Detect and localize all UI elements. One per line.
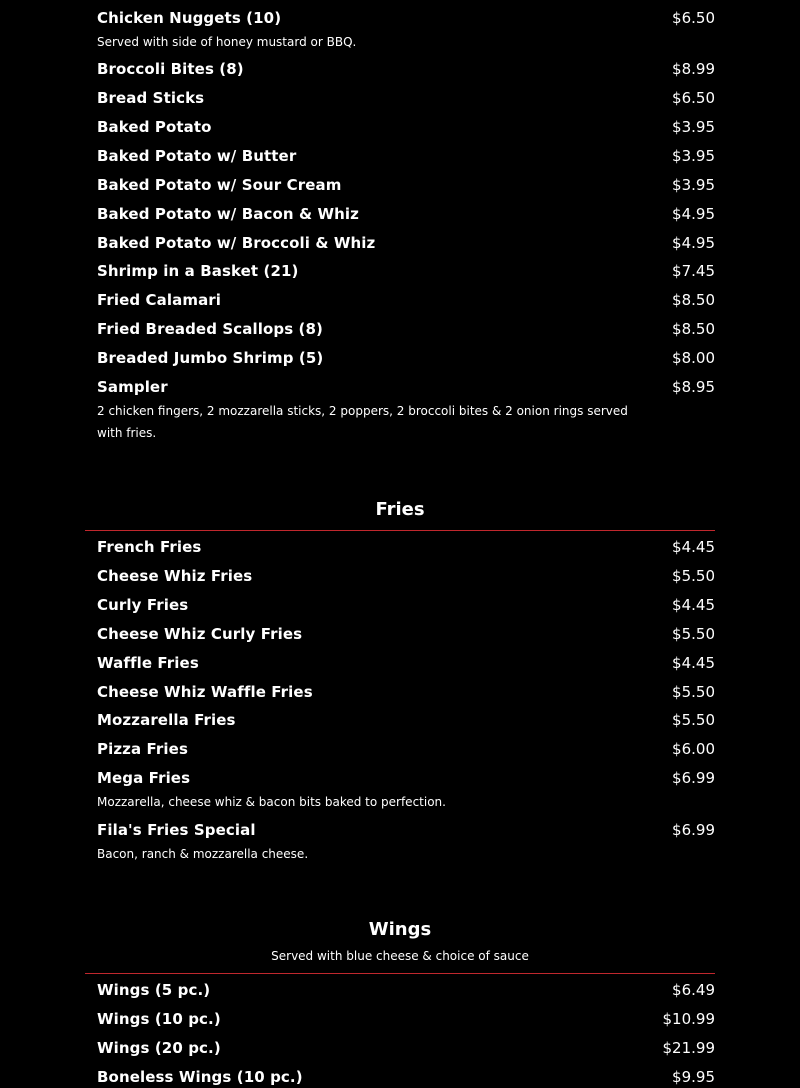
section-title-fries: Fries	[375, 499, 425, 520]
item-name: Baked Potato w/ Butter	[97, 147, 297, 165]
item-description: Served with side of honey mustard or BBQ.	[97, 35, 357, 49]
item-price: $5.50	[672, 711, 715, 729]
item-price: $8.50	[672, 320, 715, 338]
item-name: Mozzarella Fries	[97, 711, 236, 729]
item-name: Shrimp in a Basket (21)	[97, 262, 299, 280]
item-price: $21.99	[662, 1039, 715, 1057]
item-name: French Fries	[97, 538, 202, 556]
item-price: $6.00	[672, 740, 715, 758]
item-price: $3.95	[672, 118, 715, 136]
item-name: Waffle Fries	[97, 654, 199, 672]
menu-item	[97, 7, 715, 49]
item-name: Chicken Nuggets (10)	[97, 9, 282, 27]
item-name: Wings (5 pc.)	[97, 981, 211, 999]
menu-item	[97, 116, 715, 138]
menu-item	[97, 536, 715, 558]
menu-item	[97, 376, 715, 440]
menu-item	[97, 87, 715, 109]
menu-item	[97, 979, 715, 1001]
item-name: Wings (20 pc.)	[97, 1039, 221, 1057]
menu-item	[97, 819, 715, 861]
item-price: $8.95	[672, 378, 715, 396]
menu-item	[97, 594, 715, 616]
item-price: $4.95	[672, 205, 715, 223]
item-price: $6.99	[672, 821, 715, 839]
item-description: Mozzarella, cheese whiz & bacon bits baked to perfection.	[97, 795, 446, 809]
menu-item	[97, 1037, 715, 1059]
menu-item	[97, 318, 715, 340]
item-name: Baked Potato w/ Broccoli & Whiz	[97, 234, 376, 252]
menu-item	[97, 347, 715, 369]
item-price: $10.99	[662, 1010, 715, 1028]
item-name: Baked Potato w/ Sour Cream	[97, 176, 342, 194]
item-price: $4.45	[672, 596, 715, 614]
item-name: Curly Fries	[97, 596, 189, 614]
item-price: $4.95	[672, 234, 715, 252]
menu-item	[97, 58, 715, 80]
item-price: $6.99	[672, 769, 715, 787]
menu-item	[97, 709, 715, 731]
item-name: Baked Potato	[97, 118, 212, 136]
item-price: $5.50	[672, 683, 715, 701]
item-price: $3.95	[672, 147, 715, 165]
menu-item	[97, 1066, 715, 1088]
menu-item	[97, 232, 715, 254]
item-price: $5.50	[672, 567, 715, 585]
section-divider	[85, 973, 715, 974]
item-name: Pizza Fries	[97, 740, 188, 758]
item-name: Mega Fries	[97, 769, 191, 787]
menu-item	[97, 767, 715, 809]
item-name: Cheese Whiz Fries	[97, 567, 253, 585]
item-price: $6.49	[672, 981, 715, 999]
item-name: Boneless Wings (10 pc.)	[97, 1068, 303, 1086]
menu-item	[97, 145, 715, 167]
item-description: 2 chicken fingers, 2 mozzarella sticks, 2 poppers, 2 broccoli bites & 2 onion rings served with fries.	[97, 404, 628, 440]
item-price: $7.45	[672, 262, 715, 280]
menu-item	[97, 738, 715, 760]
menu-item	[97, 565, 715, 587]
menu-item	[97, 1008, 715, 1030]
item-name: Fila's Fries Special	[97, 821, 256, 839]
item-name: Fried Breaded Scallops (8)	[97, 320, 323, 338]
menu-item	[97, 203, 715, 225]
menu-item	[97, 260, 715, 282]
item-price: $8.00	[672, 349, 715, 367]
menu-item	[97, 681, 715, 703]
item-name: Cheese Whiz Waffle Fries	[97, 683, 313, 701]
item-price: $6.50	[672, 89, 715, 107]
item-price: $6.50	[672, 9, 715, 27]
section-title-wings: Wings	[368, 919, 432, 940]
item-price: $8.50	[672, 291, 715, 309]
item-price: $8.99	[672, 60, 715, 78]
menu-item	[97, 623, 715, 645]
menu-item	[97, 289, 715, 311]
menu-item	[97, 174, 715, 196]
section-divider	[85, 530, 715, 531]
item-description: Bacon, ranch & mozzarella cheese.	[97, 847, 309, 861]
item-name: Breaded Jumbo Shrimp (5)	[97, 349, 324, 367]
item-name: Broccoli Bites (8)	[97, 60, 244, 78]
item-price: $5.50	[672, 625, 715, 643]
item-name: Sampler	[97, 378, 168, 396]
item-name: Baked Potato w/ Bacon & Whiz	[97, 205, 359, 223]
menu-item	[97, 652, 715, 674]
section-subtitle-wings: Served with blue cheese & choice of sauce	[271, 949, 529, 963]
item-price: $4.45	[672, 654, 715, 672]
item-price: $9.95	[672, 1068, 715, 1086]
item-name: Wings (10 pc.)	[97, 1010, 221, 1028]
item-name: Fried Calamari	[97, 291, 222, 309]
item-price: $3.95	[672, 176, 715, 194]
item-name: Cheese Whiz Curly Fries	[97, 625, 303, 643]
item-name: Bread Sticks	[97, 89, 205, 107]
item-price: $4.45	[672, 538, 715, 556]
